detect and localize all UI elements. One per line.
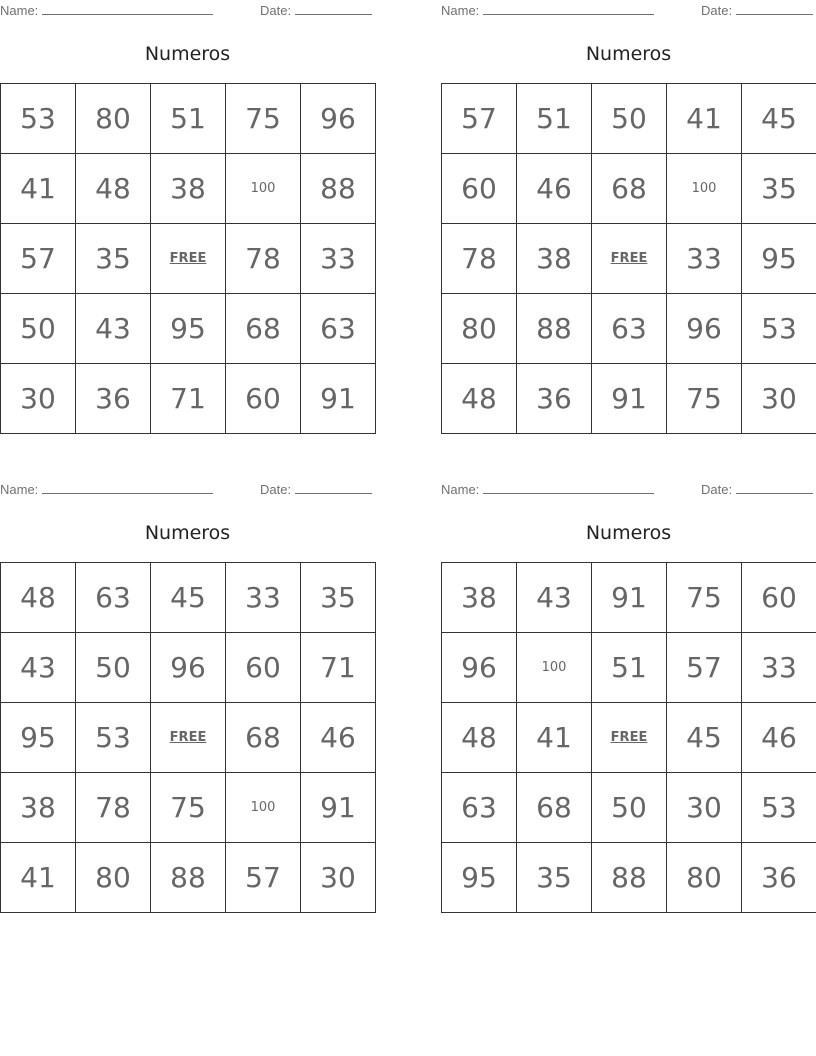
date-field xyxy=(260,481,372,497)
number-cell: 48 xyxy=(76,154,151,224)
grid-row xyxy=(1,633,376,703)
grid-row xyxy=(442,563,816,633)
number-cell: 43 xyxy=(517,563,592,633)
number-cell: 35 xyxy=(301,563,376,633)
free-space-cell: FREE xyxy=(592,224,667,294)
name-field xyxy=(0,481,213,497)
name-field xyxy=(0,2,213,18)
number-cell: 50 xyxy=(76,633,151,703)
number-cell: 75 xyxy=(667,563,742,633)
number-cell: 46 xyxy=(301,703,376,773)
number-cell: 35 xyxy=(76,224,151,294)
number-cell: 38 xyxy=(517,224,592,294)
card-header xyxy=(0,479,375,501)
number-cell: 60 xyxy=(742,563,816,633)
card-header xyxy=(441,479,816,501)
date-blank-line xyxy=(295,481,372,494)
number-cell: 68 xyxy=(226,294,301,364)
date-label: Date: xyxy=(701,3,733,18)
name-field xyxy=(441,481,654,497)
number-cell: 80 xyxy=(76,84,151,154)
number-cell: 96 xyxy=(151,633,226,703)
card-header xyxy=(0,0,375,22)
bingo-card-4 xyxy=(441,479,816,913)
grid-row xyxy=(442,224,816,294)
number-cell: 71 xyxy=(301,633,376,703)
grid-row xyxy=(442,633,816,703)
number-cell: 45 xyxy=(667,703,742,773)
number-cell: 38 xyxy=(1,773,76,843)
number-cell: 33 xyxy=(301,224,376,294)
number-cell: 36 xyxy=(76,364,151,434)
number-cell: 78 xyxy=(442,224,517,294)
number-cell: 95 xyxy=(742,224,816,294)
free-space-cell: FREE xyxy=(592,703,667,773)
date-label: Date: xyxy=(260,3,292,18)
number-cell: 53 xyxy=(742,294,816,364)
number-cell: 46 xyxy=(742,703,816,773)
number-cell: 51 xyxy=(151,84,226,154)
number-cell: 53 xyxy=(742,773,816,843)
grid-row xyxy=(1,843,376,913)
number-cell: 48 xyxy=(1,563,76,633)
bingo-grid xyxy=(0,83,376,434)
grid-row xyxy=(442,294,816,364)
bingo-grid xyxy=(441,562,816,913)
number-cell: 78 xyxy=(76,773,151,843)
number-cell: 75 xyxy=(226,84,301,154)
number-cell: 30 xyxy=(742,364,816,434)
number-cell: 80 xyxy=(76,843,151,913)
number-cell: 80 xyxy=(442,294,517,364)
number-cell: 51 xyxy=(592,633,667,703)
number-cell: 38 xyxy=(151,154,226,224)
number-cell: 68 xyxy=(517,773,592,843)
number-cell: 75 xyxy=(151,773,226,843)
number-cell: 43 xyxy=(76,294,151,364)
bingo-card-3 xyxy=(0,479,375,913)
number-cell: 33 xyxy=(742,633,816,703)
number-cell: 68 xyxy=(592,154,667,224)
number-cell: 100 xyxy=(226,154,301,224)
name-field xyxy=(441,2,654,18)
grid-row xyxy=(442,364,816,434)
grid-row xyxy=(1,154,376,224)
number-cell: 35 xyxy=(742,154,816,224)
number-cell: 41 xyxy=(1,154,76,224)
grid-row xyxy=(1,703,376,773)
number-cell: 36 xyxy=(742,843,816,913)
grid-row xyxy=(442,84,816,154)
number-cell: 88 xyxy=(592,843,667,913)
number-cell: 63 xyxy=(76,563,151,633)
number-cell: 91 xyxy=(301,773,376,843)
number-cell: 41 xyxy=(667,84,742,154)
number-cell: 95 xyxy=(151,294,226,364)
number-cell: 60 xyxy=(226,364,301,434)
number-cell: 60 xyxy=(226,633,301,703)
number-cell: 33 xyxy=(667,224,742,294)
bingo-card-2 xyxy=(441,0,816,434)
number-cell: 80 xyxy=(667,843,742,913)
number-cell: 53 xyxy=(76,703,151,773)
number-cell: 57 xyxy=(226,843,301,913)
number-cell: 91 xyxy=(301,364,376,434)
number-cell: 88 xyxy=(151,843,226,913)
name-label: Name: xyxy=(441,3,480,18)
bingo-card-1 xyxy=(0,0,375,434)
number-cell: 30 xyxy=(667,773,742,843)
number-cell: 88 xyxy=(517,294,592,364)
card-title: Numeros xyxy=(585,522,672,544)
number-cell: 51 xyxy=(517,84,592,154)
number-cell: 30 xyxy=(1,364,76,434)
bingo-grid xyxy=(441,83,816,434)
free-space-cell: FREE xyxy=(151,703,226,773)
grid-row xyxy=(1,84,376,154)
grid-row xyxy=(1,294,376,364)
number-cell: 53 xyxy=(1,84,76,154)
grid-row xyxy=(1,773,376,843)
card-title: Numeros xyxy=(144,522,231,544)
name-label: Name: xyxy=(0,3,39,18)
number-cell: 38 xyxy=(442,563,517,633)
number-cell: 78 xyxy=(226,224,301,294)
number-cell: 96 xyxy=(301,84,376,154)
name-blank-line xyxy=(483,481,654,494)
number-cell: 100 xyxy=(226,773,301,843)
date-blank-line xyxy=(736,2,813,15)
number-cell: 45 xyxy=(151,563,226,633)
grid-row xyxy=(442,843,816,913)
name-label: Name: xyxy=(441,482,480,497)
number-cell: 48 xyxy=(442,703,517,773)
date-label: Date: xyxy=(701,482,733,497)
number-cell: 71 xyxy=(151,364,226,434)
grid-row xyxy=(442,154,816,224)
number-cell: 100 xyxy=(667,154,742,224)
number-cell: 63 xyxy=(592,294,667,364)
grid-row xyxy=(1,364,376,434)
number-cell: 57 xyxy=(667,633,742,703)
number-cell: 36 xyxy=(517,364,592,434)
number-cell: 43 xyxy=(1,633,76,703)
date-field xyxy=(260,2,372,18)
number-cell: 50 xyxy=(592,84,667,154)
number-cell: 57 xyxy=(1,224,76,294)
number-cell: 91 xyxy=(592,563,667,633)
bingo-grid xyxy=(0,562,376,913)
number-cell: 48 xyxy=(442,364,517,434)
number-cell: 96 xyxy=(667,294,742,364)
number-cell: 75 xyxy=(667,364,742,434)
date-field xyxy=(701,481,813,497)
number-cell: 63 xyxy=(301,294,376,364)
number-cell: 96 xyxy=(442,633,517,703)
number-cell: 41 xyxy=(517,703,592,773)
number-cell: 33 xyxy=(226,563,301,633)
name-blank-line xyxy=(483,2,654,15)
number-cell: 41 xyxy=(1,843,76,913)
date-blank-line xyxy=(736,481,813,494)
number-cell: 68 xyxy=(226,703,301,773)
free-space-cell: FREE xyxy=(151,224,226,294)
date-blank-line xyxy=(295,2,372,15)
name-blank-line xyxy=(42,481,213,494)
card-title: Numeros xyxy=(144,43,231,65)
grid-row xyxy=(442,703,816,773)
number-cell: 91 xyxy=(592,364,667,434)
name-blank-line xyxy=(42,2,213,15)
number-cell: 100 xyxy=(517,633,592,703)
grid-row xyxy=(1,224,376,294)
number-cell: 35 xyxy=(517,843,592,913)
name-label: Name: xyxy=(0,482,39,497)
number-cell: 50 xyxy=(1,294,76,364)
number-cell: 50 xyxy=(592,773,667,843)
date-label: Date: xyxy=(260,482,292,497)
number-cell: 95 xyxy=(442,843,517,913)
number-cell: 95 xyxy=(1,703,76,773)
grid-row xyxy=(1,563,376,633)
number-cell: 57 xyxy=(442,84,517,154)
number-cell: 63 xyxy=(442,773,517,843)
card-title: Numeros xyxy=(585,43,672,65)
number-cell: 46 xyxy=(517,154,592,224)
number-cell: 88 xyxy=(301,154,376,224)
grid-row xyxy=(442,773,816,843)
card-header xyxy=(441,0,816,22)
number-cell: 60 xyxy=(442,154,517,224)
number-cell: 30 xyxy=(301,843,376,913)
date-field xyxy=(701,2,813,18)
number-cell: 45 xyxy=(742,84,816,154)
